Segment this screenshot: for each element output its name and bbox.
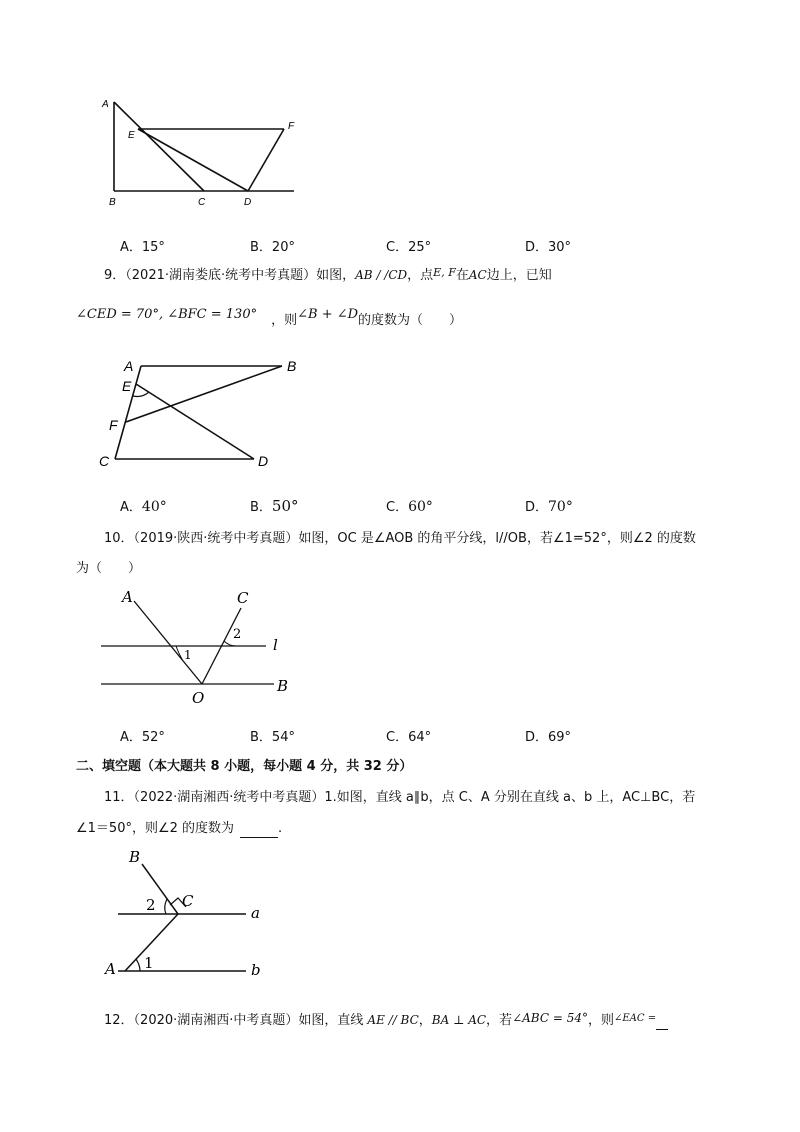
q8-option-c[interactable]: C．25° — [386, 240, 432, 255]
q12-cond-parallel: AE // BC — [367, 1013, 419, 1027]
q11-text: ∠1＝50°，则∠2 的度数为 — [76, 821, 235, 836]
q12-target: ∠EAC = — [613, 1013, 657, 1024]
fig8-label-e: E — [128, 130, 135, 141]
q11-end: . — [278, 821, 283, 836]
fig8-label-f: F — [288, 121, 295, 132]
fig11-label-1: 1 — [144, 954, 154, 972]
q9-expression: ∠B + ∠D — [297, 307, 359, 322]
q12-cond-angle: ∠ABC = 54° — [512, 1011, 588, 1025]
q8-option-d[interactable]: D．30° — [525, 240, 572, 255]
fig8-line-ac — [114, 102, 204, 191]
q9-option-a-value: 40° — [141, 499, 167, 515]
q9-segment: AC — [468, 268, 487, 282]
fig9-line-fb — [126, 366, 282, 422]
q12-sep1: ， — [418, 1013, 432, 1028]
q12-sep2: ，若 — [486, 1013, 513, 1028]
fig11-label-b-line: b — [251, 961, 261, 979]
figure-q8 — [100, 95, 300, 215]
q12-sep3: ，则 — [587, 1013, 614, 1028]
q12-stem — [104, 1009, 668, 1030]
fig8-line-ed — [138, 129, 248, 191]
fig9-label-d: D — [258, 453, 269, 469]
q10-stem-line1: 10．（2019·陕西·统考中考真题）如图，OC 是∠AOB 的角平分线，l//OB，若∠1=52°，则∠2 的度数 — [104, 531, 696, 546]
q11-stem-line1: 11．（2022·湖南湘西·统考中考真题）1.如图，直线 a∥b，点 C、A 分别在直线 a、b 上，AC⊥BC，若 — [104, 790, 696, 805]
q9-option-c-value: 60° — [408, 499, 433, 515]
fig10-label-o: O — [192, 689, 205, 707]
fig11-angle1-arc — [136, 959, 140, 971]
q10-stem-line2: 为（ ） — [76, 561, 142, 576]
fig9-label-f: F — [109, 417, 118, 433]
q12-answer-blank[interactable] — [656, 1015, 668, 1030]
figure-q11 — [100, 842, 280, 982]
q9-option-d-letter: D． — [525, 500, 549, 515]
fig11-label-b: B — [129, 848, 141, 866]
q10-option-b[interactable]: B．54° — [250, 730, 295, 745]
q9-text-3: 边上，已知 — [486, 268, 552, 283]
fig10-label-b: B — [277, 677, 289, 695]
fig8-label-a: A — [102, 99, 109, 110]
fig10-label-2: 2 — [233, 627, 242, 642]
q9-tail: 的度数为（ ） — [358, 313, 463, 328]
q9-option-a-letter: A． — [120, 500, 142, 515]
fig8-label-b: B — [109, 197, 116, 208]
q9-option-b-value: 50° — [271, 497, 299, 515]
fig11-label-a-line: a — [251, 904, 260, 922]
fig8-label-c: C — [198, 197, 206, 208]
fig10-line-oa — [134, 601, 202, 684]
fig11-label-a-point: A — [105, 960, 116, 978]
q10-option-c[interactable]: C．64° — [386, 730, 432, 745]
q9-option-c[interactable] — [386, 496, 433, 515]
q9-option-b-letter: B． — [250, 500, 272, 515]
q9-option-d[interactable] — [525, 496, 573, 515]
q11-stem-line2 — [76, 820, 282, 838]
q9-number: 9． — [104, 268, 126, 283]
q9-points: E, F — [433, 266, 456, 279]
fig9-label-a: A — [124, 358, 134, 374]
fig10-label-1: 1 — [184, 648, 192, 662]
fig11-label-c: C — [182, 892, 194, 910]
fig10-label-l: l — [273, 636, 278, 654]
q8-option-b[interactable]: B．20° — [250, 240, 295, 255]
section-heading-fill-in: 二、填空题（本大题共 8 小题，每小题 4 分，共 32 分） — [76, 759, 413, 774]
fig8-label-d: D — [244, 197, 252, 208]
fig8-line-fd — [248, 129, 284, 191]
q9-stem-line1 — [104, 264, 552, 285]
q9-cond-parallel: AB / /CD — [355, 268, 408, 282]
q11-answer-blank[interactable] — [240, 823, 278, 838]
q9-option-c-letter: C． — [386, 500, 409, 515]
fig10-label-a: A — [122, 588, 133, 606]
fig10-label-c: C — [237, 589, 249, 607]
fig9-label-b: B — [287, 358, 297, 374]
fig9-line-ed — [136, 384, 254, 459]
q9-option-b[interactable] — [250, 496, 299, 515]
fig9-label-e: E — [122, 378, 132, 394]
q9-text-2: 在 — [455, 268, 469, 283]
figure-q9 — [96, 352, 316, 472]
q9-text-1: ，点 — [407, 268, 434, 283]
q9-option-d-value: 70° — [548, 499, 573, 515]
q8-option-a[interactable]: A．15° — [120, 240, 165, 255]
fig11-label-2: 2 — [146, 896, 156, 914]
q10-option-d[interactable]: D．69° — [525, 730, 572, 745]
q9-stem-line2 — [76, 306, 462, 330]
q12-lead: 12．（2020·湖南湘西·中考真题）如图，直线 — [104, 1013, 364, 1028]
q9-text-4: ，则 — [271, 313, 298, 328]
q10-option-a[interactable]: A．52° — [120, 730, 165, 745]
q9-source: （2021·湖南娄底·统考中考真题）如图， — [125, 268, 356, 283]
figure-q10 — [96, 585, 306, 710]
fig11-angle2-arc — [165, 899, 167, 914]
q12-cond-perp: BA ⊥ AC — [431, 1013, 487, 1027]
fig9-angle-arc — [133, 392, 149, 397]
fig9-label-c: C — [99, 453, 110, 469]
q9-cond-angles: ∠CED = 70°, ∠BFC = 130° — [76, 307, 258, 322]
q9-option-a[interactable] — [120, 496, 167, 515]
